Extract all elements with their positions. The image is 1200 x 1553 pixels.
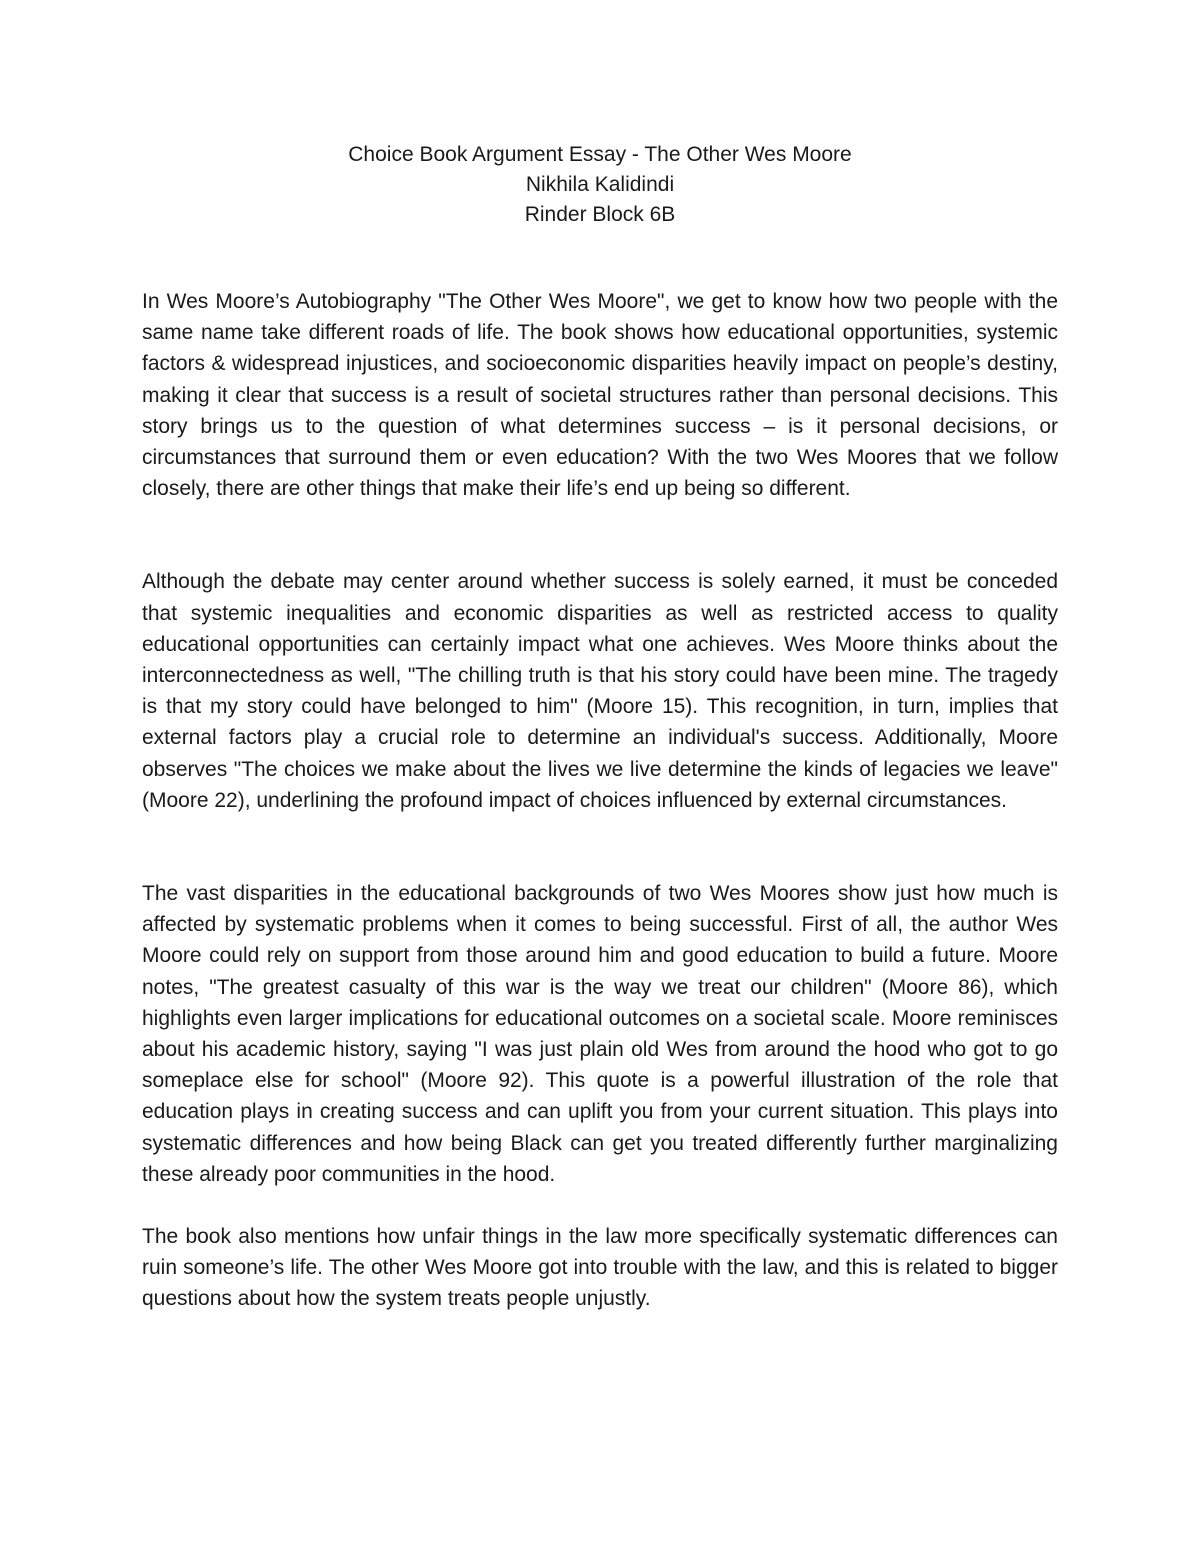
document-title: Choice Book Argument Essay - The Other Wes Moore xyxy=(348,143,852,166)
author-name: Nikhila Kalidindi xyxy=(525,173,675,196)
paragraph-spacer xyxy=(142,1190,1058,1221)
paragraph-education: The vast disparities in the educational backgrounds of two Wes Moores show just how much is affected by systematic problems when it comes to being successful. First of all, the author Wes Moore could rely on support from those around him and good education to build a future. Moore notes, "The greatest casualty of this war is the way we treat our children" (Moore 86), which highlights even larger implications for educational outcomes on a societal scale. Moore reminisces about his academic history, saying "I was just plain old Wes from around the hood who got to go someplace else for school" (Moore 92). This quote is a powerful illustration of the role that education plays in creating success and can uplift you from your current situation. This plays into systematic differences and how being Black can get you treated differently further marginalizing these already poor communities in the hood. xyxy=(142,882,1058,1186)
document-header xyxy=(0,140,1200,230)
paragraph-spacer xyxy=(142,504,1058,566)
class-info: Rinder Block 6B xyxy=(524,203,676,226)
paragraph-law: The book also mentions how unfair things in the law more specifically systematic differences can ruin someone’s life. The other Wes Moore got into trouble with the law, and this is related to bigger questions about how the system treats people unjustly. xyxy=(142,1225,1058,1311)
paragraph-introduction: In Wes Moore’s Autobiography "The Other Wes Moore", we get to know how two people with the same name take different roads of life. The book shows how educational opportunities, systemic factors & widespread injustices, and socioeconomic disparities heavily impact on people’s destiny, making it clear that success is a result of societal structures rather than personal decisions. This story brings us to the question of what determines success – is it personal decisions, or circumstances that surround them or even education? With the two Wes Moores that we follow closely, there are other things that make their life’s end up being so different. xyxy=(142,290,1058,501)
paragraph-counterargument: Although the debate may center around whether success is solely earned, it must be conceded that systemic inequalities and economic disparities as well as restricted access to quality educational opportunities can certainly impact what one achieves. Wes Moore thinks about the interconnectedness as well, "The chilling truth is that his story could have been mine. The tragedy is that my story could have belonged to him" (Moore 15). This recognition, in turn, implies that external factors play a crucial role to determine an individual's success. Additionally, Moore observes "The choices we make about the lives we live determine the kinds of legacies we leave" (Moore 22), underlining the profound impact of choices influenced by external circumstances. xyxy=(142,570,1058,812)
paragraph-spacer xyxy=(142,816,1058,878)
essay-body xyxy=(142,286,1058,1315)
